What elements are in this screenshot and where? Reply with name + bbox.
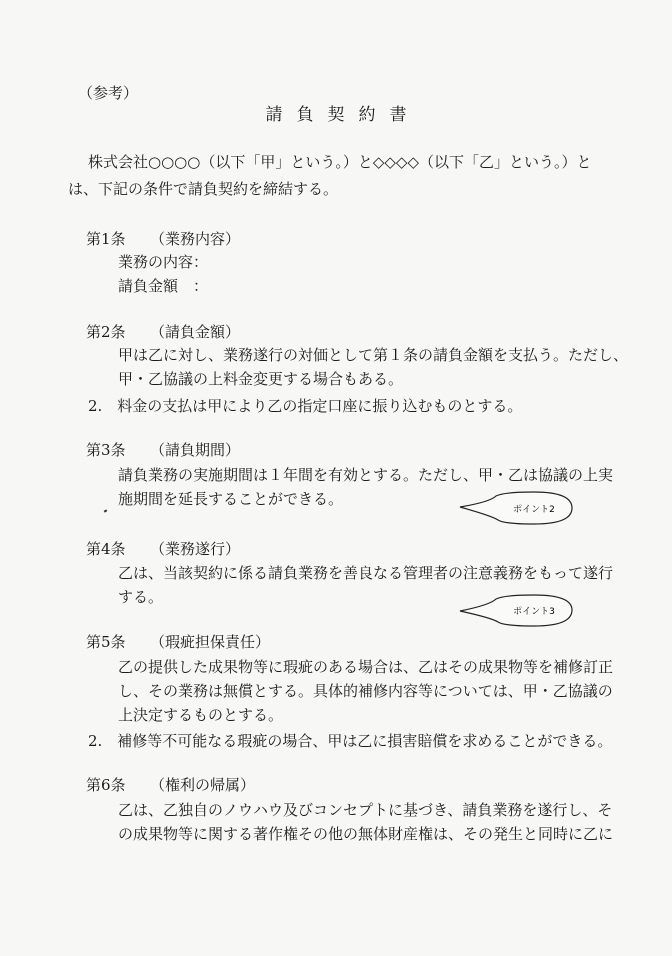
article-number: 第2条: [86, 323, 126, 341]
article-2-heading: [86, 323, 240, 341]
article-5-heading: [86, 633, 270, 651]
article-title: （業務内容）: [150, 230, 241, 248]
article-2-line-1: 甲は乙に対し、業務遂行の対価として第１条の請負金額を支払う。ただし、: [118, 346, 629, 364]
article-3-line-2: 施期間を延長することができる。: [118, 490, 344, 508]
callout-label: ポイント2: [513, 505, 555, 515]
article-3-heading: [86, 441, 240, 459]
article-number: 第6条: [86, 776, 126, 794]
article-4-line-2: する。: [118, 588, 164, 606]
article-4-line-1: 乙は、当該契約に係る請負業務を善良なる管理者の注意義務をもって遂行: [118, 564, 614, 582]
article-2-clause-2: 2. 料金の支払は甲により乙の指定口座に振り込むものとする。: [88, 397, 523, 415]
article-number: 第5条: [86, 633, 126, 651]
article-6-heading: [86, 776, 255, 794]
article-title: （瑕疵担保責任）: [150, 633, 271, 651]
article-5-line-3: 上決定するものとする。: [118, 706, 284, 724]
callout-label: ポイント3: [513, 607, 555, 617]
scan-speck: [104, 509, 108, 512]
article-number: 第4条: [86, 540, 126, 558]
intro-line-2: は、下記の条件で請負契約を締結する。: [68, 180, 339, 198]
article-6-line-1: 乙は、乙独自のノウハウ及びコンセプトに基づき、請負業務を遂行し、そ: [118, 801, 613, 819]
article-5-clause-2: 2. 補修等不可能なる瑕疵の場合、甲は乙に損害賠償を求めることができる。: [88, 732, 613, 750]
article-number: 第3条: [86, 441, 126, 459]
intro-line-1: 株式会社○○○○（以下「甲」という。）と◇◇◇◇（以下「乙」という。）と: [88, 153, 592, 171]
article-5-line-1: 乙の提供した成果物等に瑕疵のある場合は、乙はその成果物等を補修訂正: [118, 658, 614, 676]
article-title: （業務遂行）: [150, 540, 241, 558]
document-title: 請負契約書: [265, 105, 421, 125]
article-4-heading: [86, 540, 240, 558]
article-6-line-2: の成果物等に関する著作権その他の無体財産権は、その発生と同時に乙に: [118, 825, 614, 843]
article-title: （請負金額）: [150, 323, 241, 341]
article-5-line-2: し、その業務は無償とする。具体的補修内容等については、甲・乙協議の: [118, 682, 613, 700]
article-1-heading: [86, 230, 240, 248]
article-2-line-2: 甲・乙協議の上料金変更する場合もある。: [118, 370, 404, 388]
callout-point-2: [458, 490, 578, 530]
callout-point-3: [458, 594, 578, 632]
reference-label: （参考）: [78, 84, 139, 102]
article-number: 第1条: [86, 230, 126, 248]
article-1-line-2: 請負金額 ：: [118, 277, 209, 295]
article-title: （権利の帰属）: [150, 776, 256, 794]
article-1-line-1: 業務の内容：: [118, 253, 209, 271]
article-3-line-1: 請負業務の実施期間は１年間を有効とする。ただし、甲・乙は協議の上実: [118, 466, 614, 484]
article-title: （請負期間）: [150, 441, 241, 459]
